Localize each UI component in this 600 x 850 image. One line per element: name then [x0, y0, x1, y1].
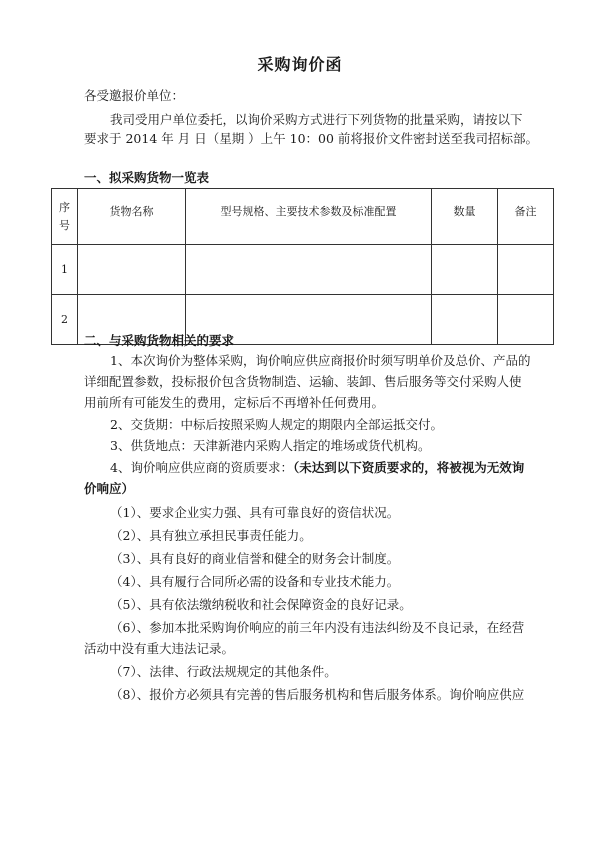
req4-emphasis-a: （未达到以下资质要求的，将被视为无效询	[292, 460, 525, 475]
qualification-1: （1）、要求企业实力强、具有可靠良好的资信状况。	[110, 505, 400, 520]
row-seq: 2	[52, 295, 78, 345]
req4-emphasis-b: 价响应）	[84, 481, 135, 496]
header-remark: 备注	[498, 189, 554, 245]
req4-prefix: 4、询价响应供应商的资质要求：	[110, 460, 293, 475]
document-title: 采购询价函	[257, 55, 343, 74]
header-seq-bottom: 号	[59, 218, 70, 232]
header-seq	[52, 189, 78, 245]
header-quantity: 数量	[432, 189, 498, 245]
goods-table	[51, 188, 554, 345]
qualification-4: （4）、具有履行合同所必需的设备和专业技术能力。	[110, 574, 400, 589]
table-header-row	[52, 189, 554, 245]
salutation: 各受邀报价单位：	[84, 88, 185, 103]
qualification-6-line-1: （6）、参加本批采购询价响应的前三年内没有违法纠纷及不良记录，在经营	[110, 620, 525, 635]
row-qty	[432, 295, 498, 345]
header-goods-name: 货物名称	[78, 189, 186, 245]
section2-heading: 二、与采购货物相关的要求	[84, 333, 235, 348]
intro-line-1: 我司受用户单位委托，以询价采购方式进行下列货物的批量采购，请按以下	[110, 112, 523, 127]
qualification-6-line-2: 活动中没有重大违法记录。	[84, 641, 235, 656]
row-seq: 1	[52, 245, 78, 295]
table-row	[52, 245, 554, 295]
header-spec: 型号规格、主要技术参数及标准配置	[186, 189, 432, 245]
req1-line-2: 详细配置参数，投标报价包含货物制造、运输、装卸、售后服务等交付采购人使	[84, 374, 522, 389]
req2-delivery: 2、交货期：中标后按照采购人规定的期限内全部运抵交付。	[110, 417, 443, 432]
qualification-5: （5）、具有依法缴纳税收和社会保障资金的良好记录。	[110, 597, 412, 612]
row-spec	[186, 245, 432, 295]
row-qty	[432, 245, 498, 295]
intro-line-2: 要求于 2014 年 月 日（星期 ）上午 10：00 前将报价文件密封送至我司招标部。	[84, 131, 538, 146]
section1-heading: 一、拟采购货物一览表	[84, 170, 210, 185]
row-name	[78, 245, 186, 295]
row-remark	[498, 245, 554, 295]
req1-line-1: 1、本次询价为整体采购，询价响应供应商报价时须写明单价及总价、产品的	[110, 353, 531, 368]
req4-line-1	[110, 460, 524, 476]
header-seq-top: 序	[59, 200, 70, 214]
req1-line-3: 用前所有可能发生的费用，定标后不再增补任何费用。	[84, 395, 385, 410]
qualification-2: （2）、具有独立承担民事责任能力。	[110, 528, 312, 543]
req3-location: 3、供货地点：天津新港内采购人指定的堆场或货代机构。	[110, 438, 431, 453]
qualification-8: （8）、报价方必须具有完善的售后服务机构和售后服务体系。询价响应供应	[110, 687, 525, 702]
qualification-7: （7）、法律、行政法规规定的其他条件。	[110, 664, 337, 679]
row-remark	[498, 295, 554, 345]
qualification-3: （3）、具有良好的商业信誉和健全的财务会计制度。	[110, 551, 400, 566]
